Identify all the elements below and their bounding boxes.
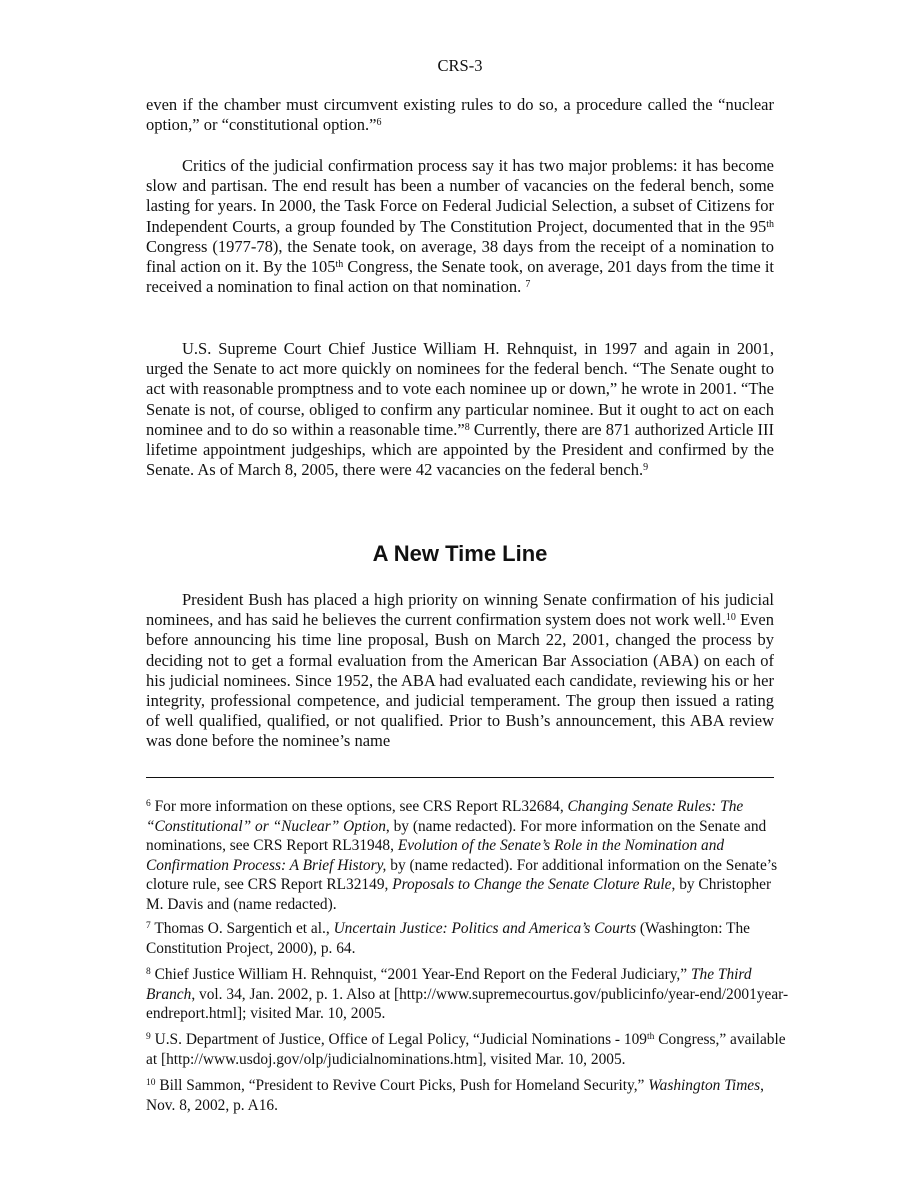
footnote-text: , Nov. 8, 2002, p. A16. [146, 1077, 764, 1114]
footnote-10 [146, 1076, 792, 1115]
footnote-text: by (name redacted). For additional information on the Senate’s cloture rule, see CRS Report RL32149, [146, 856, 778, 894]
footnote-text: , vol. 34, Jan. 2002, p. 1. Also at [http://www.supremecourtus.gov/publicinfo/year-end/2001year-endreport.html]; visited Mar. 10, 2005. [146, 985, 789, 1023]
footnote-text: For more information on these options, see CRS Report RL32684, [150, 798, 568, 815]
footnote-ref-10: 10 [725, 612, 736, 624]
footnote-title: The Third Branch [146, 966, 752, 1003]
ordinal-suffix: th [335, 259, 344, 271]
footnote-text: Chief Justice William H. Rehnquist, “2001 Year-End Report on the Federal Judiciary,” [150, 966, 691, 983]
footnote-title: Proposals to Change the Senate Cloture Rule [392, 876, 672, 894]
footnote-title: Uncertain Justice: Politics and America’s Courts [333, 920, 637, 937]
footnote-text: Thomas O. Sargentich et al., [150, 920, 334, 937]
paragraph-text: Currently, there are 871 authorized Article III lifetime appointment judgeships, which are appointed by the President and confirmed by the Senate. As of March 8, 2005, there were 42 vacancies on the federal bench. [146, 419, 774, 480]
footnote-separator [146, 777, 774, 778]
ordinal-suffix: th [647, 1032, 655, 1042]
paragraph-4 [146, 590, 774, 752]
paragraph-2 [146, 156, 774, 297]
ordinal-suffix: th [766, 218, 774, 230]
paragraph-text: President Bush has placed a high priority on winning Senate confirmation of his judicial nominees, and has said he believes the current confirmation system does not work well. [146, 590, 774, 630]
footnote-number: 10 [146, 1078, 156, 1088]
footnote-title: Washington Times [648, 1077, 761, 1094]
footnote-number: 8 [146, 967, 151, 977]
footnote-text: (Washington: The Constitution Project, 2000), p. 64. [146, 920, 750, 957]
footnote-6 [146, 797, 792, 915]
page-number: CRS-3 [437, 56, 483, 75]
paragraph-text: Critics of the judicial confirmation process say it has two major problems: it has become slow and partisan. The end result has been a number of vacancies on the federal bench, some lasting for years. In 2000, the Task Force on Federal Judicial Selection, a subset of Citizens for Independent Courts, a group founded by The Constitution Project, documented that in the 95 [146, 156, 774, 236]
paragraph-text: even if the chamber must circumvent existing rules to do so, a procedure called the “nuclear option,” or “constitutional option.” [146, 95, 774, 135]
paragraph-text: Even before announcing his time line proposal, Bush on March 22, 2001, changed the process by deciding not to get a formal evaluation from the American Bar Association (ABA) on each of his judicial nominees. Since 1952, the ABA had evaluated each candidate, reviewing his or her integrity, professional competence, and judicial temperament. The group then issued a rating of well qualified, qualified, or not qualified. Prior to Bush’s announcement, this ABA review was done before the nominee’s name [146, 610, 774, 751]
footnote-ref-7: 7 [525, 279, 531, 291]
footnote-ref-6: 6 [376, 117, 382, 129]
footnote-8 [146, 965, 792, 1024]
footnote-7 [146, 919, 792, 958]
footnote-ref-9: 9 [643, 462, 649, 474]
section-heading: A New Time Line [372, 541, 548, 566]
footnote-ref-8: 8 [464, 421, 470, 433]
paragraph-text: Congress (1977-78), the Senate took, on average, 38 days from the receipt of a nomination to final action on it. By the 105 [146, 236, 774, 277]
footnote-title: Changing Senate Rules: The “Constitutional” or “Nuclear” Option [146, 798, 744, 835]
paragraph-text: U.S. Supreme Court Chief Justice William H. Rehnquist, in 1997 and again in 2001, urged the Senate to act more quickly on nominees for the federal bench. “The Senate ought to act with reasonable promptness and to vote each nominee up or down,” he wrote in 2001. “The Senate is not, of course, obliged to confirm any particular nominee. But it ought to act on each nominee and to do so within a reasonable time.” [146, 339, 774, 439]
footnote-number: 6 [146, 799, 151, 809]
footnote-title: Evolution of the Senate’s Role in the Nomination and Confirmation Process: A Brief History, [146, 837, 725, 874]
footnote-9 [146, 1030, 792, 1069]
footnote-text: , by Christopher M. Davis and (name redacted). [146, 876, 772, 913]
footnote-text: Congress,” available at [http://www.usdoj.gov/olp/judicialnominations.htm], visited Mar. 10, 2005. [146, 1031, 786, 1068]
footnote-number: 7 [146, 921, 151, 931]
footnote-number: 9 [146, 1032, 151, 1042]
paragraph-1 [146, 95, 774, 135]
footnote-text: Bill Sammon, “President to Revive Court Picks, Push for Homeland Security,” [155, 1077, 649, 1094]
footnote-text: , by (name redacted). For more information on the Senate and nominations, see CRS Report RL31948, [146, 817, 767, 855]
paragraph-3 [146, 339, 774, 480]
paragraph-text: Congress, the Senate took, on average, 201 days from the time it received a nomination to final action on that nomination. [146, 257, 774, 297]
footnote-text: U.S. Department of Justice, Office of Legal Policy, “Judicial Nominations - 109 [150, 1031, 647, 1048]
